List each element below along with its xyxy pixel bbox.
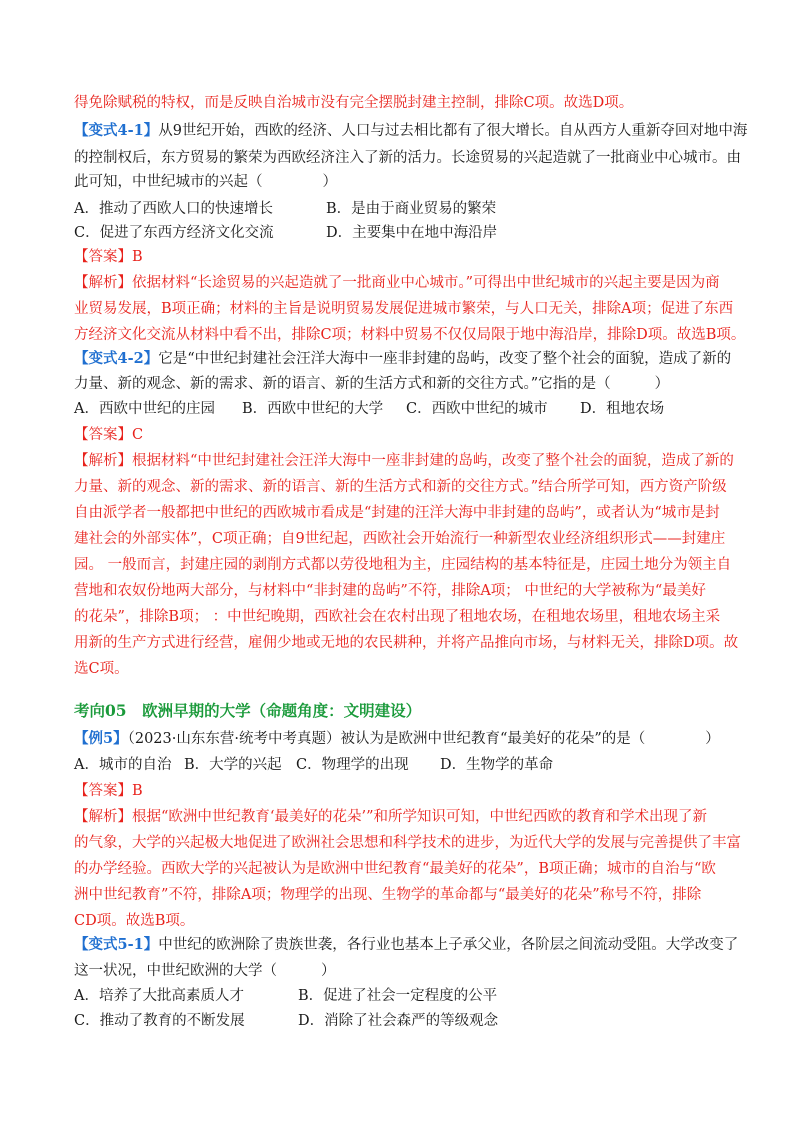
question-text: 这一状况，中世纪欧洲的大学（ <box>74 963 277 979</box>
example-tag: 【例5】 <box>74 730 128 747</box>
question-variant-4-1 <box>74 118 747 144</box>
answer-line: 【答案】C <box>74 427 144 443</box>
bracket-close: ） <box>654 376 670 392</box>
explanation-line: 选C项。 <box>74 661 129 677</box>
option-c: C．促进了东西方经济文化交流 <box>74 225 274 241</box>
question-text: 此可知，中世纪城市的兴起（ <box>74 174 263 190</box>
explanation-line: 自由派学者一般都把中世纪的西欧城市看成是“封建的汪洋大海中非封建的岛屿”，或者认为“城市是封 <box>74 505 720 521</box>
option-b: B．大学的兴起 <box>184 757 282 773</box>
question-variant-5-1 <box>74 932 738 958</box>
option-a: A．推动了西欧人口的快速增长 <box>74 201 273 217</box>
question-text: 的控制权后，东方贸易的繁荣为西欧经济注入了新的活力。长途贸易的兴起造就了一批商业中心城市。由 <box>74 150 741 166</box>
option-b: B．是由于商业贸易的繁荣 <box>326 201 497 217</box>
variant-tag: 【变式5-1】 <box>74 936 159 953</box>
bracket-close: ） <box>322 174 337 190</box>
option-d: D．租地农场 <box>580 401 665 417</box>
option-d: D．生物学的革命 <box>440 757 554 773</box>
explanation-line: 的花朵”，排除B项； ：中世纪晚期，西欧社会在农村出现了租地农场，在租地农场里，租地农场主采 <box>74 609 721 625</box>
explanation-line: 洲中世纪教育”不符，排除A项；物理学的出现、生物学的革命都与“最美好的花朵”称号不符，排除 <box>74 887 702 903</box>
explanation-line: 营地和农奴份地两大部分，与材料中“非封建的岛屿”不符，排除A项； 中世纪的大学被称为“最美好 <box>74 583 706 599</box>
explanation-line: 用新的生产方式进行经营，雇佣少地或无地的农民耕种，并将产品推向市场，与材料无关，排除D项。故 <box>74 635 739 651</box>
question-text-line <box>74 169 337 195</box>
explanation-line: 方经济文化交流从材料中看不出，排除C项；材料中贸易不仅仅局限于地中海沿岸，排除D项。故选B项。 <box>74 327 746 343</box>
explanation-line: CD项。故选B项。 <box>74 913 195 929</box>
explanation-line: 的办学经验。西欧大学的兴起被认为是欧洲中世纪教育“最美好的花朵”，B项正确；城市的自治与“欧 <box>74 861 716 877</box>
option-d: D．主要集中在地中海沿岸 <box>326 225 498 241</box>
bracket-close: ） <box>705 731 720 747</box>
option-a: A．培养了大批高素质人才 <box>74 988 244 1004</box>
option-c: C．推动了教育的不断发展 <box>74 1013 245 1029</box>
explanation-line: 的气象，大学的兴起极大地促进了欧洲社会思想和科学技术的进步，为近代大学的发展与完善提供了丰富 <box>74 835 741 851</box>
answer-line: 【答案】B <box>74 249 143 265</box>
question-text: 中世纪的欧洲除了贵族世袭，各行业也基本上子承父业，各阶层之间流动受阻。大学改变了 <box>158 937 739 953</box>
question-text: 从9世纪开始，西欧的经济、人口与过去相比都有了很大增长。自从西方人重新夺回对地中海 <box>158 123 748 139</box>
option-b: B．促进了社会一定程度的公平 <box>298 988 498 1004</box>
explanation-line: 力量、新的观念、新的需求、新的语言、新的生活方式和新的交往方式。”结合所学可知，西方资产阶级 <box>74 479 727 495</box>
option-a: A．西欧中世纪的庄园 <box>74 401 215 417</box>
explanation-line: 得免除赋税的特权，而是反映自治城市没有完全摆脱封建主控制，排除C项。故选D项。 <box>74 95 634 111</box>
bracket-close: ） <box>321 963 336 979</box>
explanation-line: 建社会的外部实体”，C项正确；自9世纪起，西欧社会开始流行一种新型农业经济组织形式——封建庄 <box>74 531 726 547</box>
question-example-5 <box>74 726 720 752</box>
answer-line: 【答案】B <box>74 783 143 799</box>
option-a: A．城市的自治 <box>74 757 172 773</box>
option-d: D．消除了社会森严的等级观念 <box>298 1013 499 1029</box>
question-text-line <box>74 371 669 397</box>
explanation-line: 【解析】依据材料“长途贸易的兴起造就了一批商业中心城市。”可得出中世纪城市的兴起主要是因为商 <box>74 275 720 291</box>
question-text: 它是“中世纪封建社会汪洋大海中一座非封建的岛屿，改变了整个社会的面貌，造成了新的 <box>158 351 732 367</box>
explanation-line: 园。 一般而言，封建庄园的剥削方式都以劳役地租为主，庄园结构的基本特征是，庄园土地分为领主自 <box>74 557 732 573</box>
explanation-line: 【解析】根据“欧洲中世纪教育‘最美好的花朵’”和所学知识可知，中世纪西欧的教育和学术出现了新 <box>74 809 708 825</box>
section-heading: 考向05 欧洲早期的大学（命题角度：文明建设） <box>74 701 422 720</box>
option-b: B．西欧中世纪的大学 <box>242 401 384 417</box>
variant-tag: 【变式4-2】 <box>74 350 159 367</box>
explanation-line: 【解析】根据材料“中世纪封建社会汪洋大海中一座非封建的岛屿，改变了整个社会的面貌，造成了新的 <box>74 453 734 469</box>
question-text-line <box>74 958 336 984</box>
question-text: （2023·山东东营·统考中考真题）被认为是欧洲中世纪教育“最美好的花朵”的是（ <box>127 731 646 747</box>
question-variant-4-2 <box>74 346 731 372</box>
question-text: 力量、新的观念、新的需求、新的语言、新的生活方式和新的交往方式。”它指的是（ <box>74 376 611 392</box>
option-c: C．西欧中世纪的城市 <box>406 401 548 417</box>
option-c: C．物理学的出现 <box>296 757 409 773</box>
explanation-line: 业贸易发展，B项正确；材料的主旨是说明贸易发展促进城市繁荣，与人口无关，排除A项；促进了东西 <box>74 301 734 317</box>
variant-tag: 【变式4-1】 <box>74 122 159 139</box>
